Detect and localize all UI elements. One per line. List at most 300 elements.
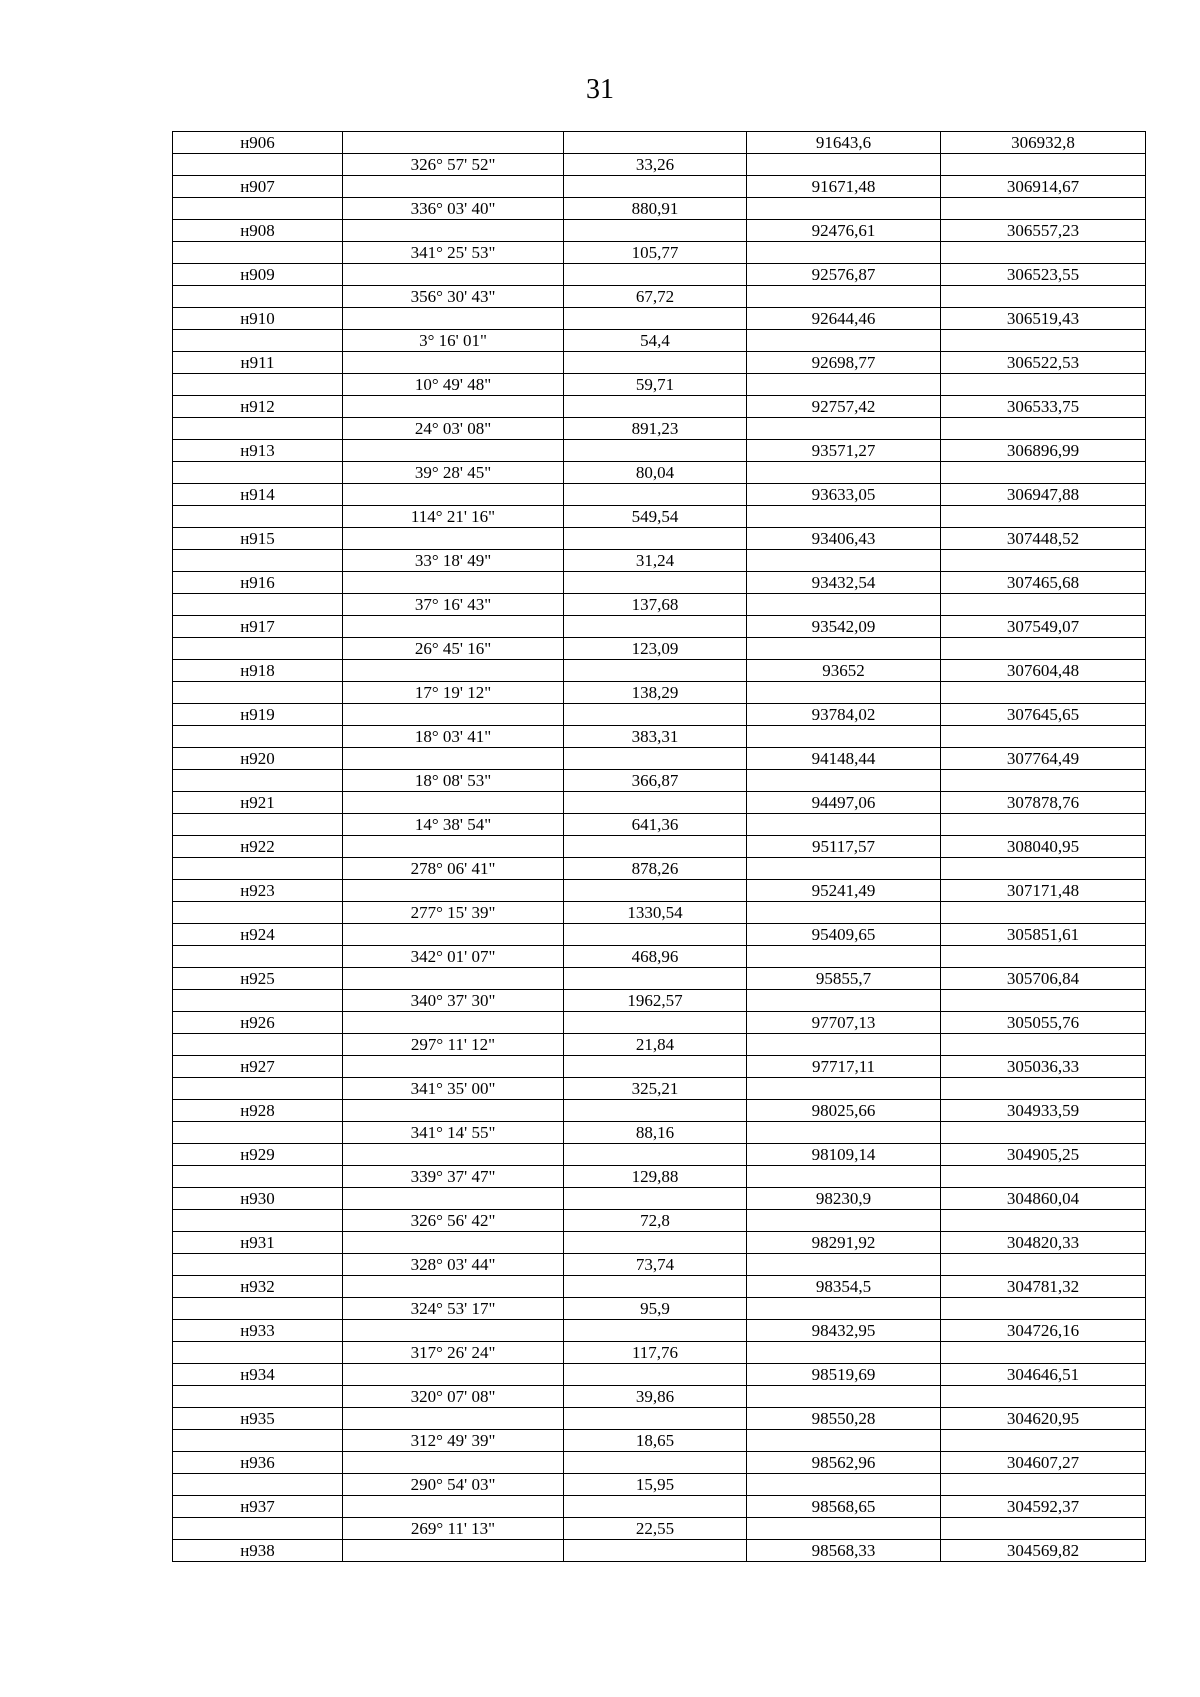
bearing-cell: 336° 03' 40" xyxy=(343,198,564,220)
y-coordinate-cell: 307878,76 xyxy=(941,792,1146,814)
table-row xyxy=(173,1386,1146,1408)
table-row xyxy=(173,1210,1146,1232)
y-coordinate-cell: 306533,75 xyxy=(941,396,1146,418)
point-name-cell: н914 xyxy=(173,484,343,506)
y-coordinate-cell xyxy=(941,550,1146,572)
table-row xyxy=(173,1408,1146,1430)
distance-cell xyxy=(564,792,747,814)
bearing-cell xyxy=(343,1364,564,1386)
bearing-cell xyxy=(343,132,564,154)
distance-cell: 39,86 xyxy=(564,1386,747,1408)
bearing-cell xyxy=(343,792,564,814)
x-coordinate-cell: 98354,5 xyxy=(747,1276,941,1298)
bearing-cell xyxy=(343,176,564,198)
y-coordinate-cell xyxy=(941,858,1146,880)
y-coordinate-cell xyxy=(941,374,1146,396)
x-coordinate-cell xyxy=(747,1166,941,1188)
bearing-cell: 340° 37' 30" xyxy=(343,990,564,1012)
y-coordinate-cell xyxy=(941,286,1146,308)
y-coordinate-cell xyxy=(941,946,1146,968)
x-coordinate-cell: 94148,44 xyxy=(747,748,941,770)
table-row xyxy=(173,484,1146,506)
bearing-cell: 317° 26' 24" xyxy=(343,1342,564,1364)
x-coordinate-cell xyxy=(747,1518,941,1540)
x-coordinate-cell: 98519,69 xyxy=(747,1364,941,1386)
distance-cell xyxy=(564,220,747,242)
y-coordinate-cell: 304569,82 xyxy=(941,1540,1146,1562)
x-coordinate-cell xyxy=(747,1122,941,1144)
table-row xyxy=(173,1496,1146,1518)
table-row xyxy=(173,1078,1146,1100)
distance-cell xyxy=(564,572,747,594)
point-name-cell xyxy=(173,1078,343,1100)
y-coordinate-cell xyxy=(941,1122,1146,1144)
point-name-cell xyxy=(173,1298,343,1320)
distance-cell: 1962,57 xyxy=(564,990,747,1012)
x-coordinate-cell: 92757,42 xyxy=(747,396,941,418)
table-row xyxy=(173,506,1146,528)
table-body xyxy=(173,132,1146,1562)
distance-cell xyxy=(564,484,747,506)
y-coordinate-cell xyxy=(941,1386,1146,1408)
bearing-cell xyxy=(343,264,564,286)
bearing-cell: 341° 35' 00" xyxy=(343,1078,564,1100)
point-name-cell: н907 xyxy=(173,176,343,198)
bearing-cell xyxy=(343,308,564,330)
point-name-cell: н915 xyxy=(173,528,343,550)
y-coordinate-cell xyxy=(941,1078,1146,1100)
bearing-cell: 342° 01' 07" xyxy=(343,946,564,968)
y-coordinate-cell xyxy=(941,1034,1146,1056)
distance-cell: 67,72 xyxy=(564,286,747,308)
point-name-cell: н934 xyxy=(173,1364,343,1386)
x-coordinate-cell: 94497,06 xyxy=(747,792,941,814)
x-coordinate-cell: 95409,65 xyxy=(747,924,941,946)
bearing-cell xyxy=(343,1452,564,1474)
table-row xyxy=(173,242,1146,264)
bearing-cell: 290° 54' 03" xyxy=(343,1474,564,1496)
x-coordinate-cell xyxy=(747,990,941,1012)
x-coordinate-cell: 98562,96 xyxy=(747,1452,941,1474)
x-coordinate-cell xyxy=(747,682,941,704)
distance-cell xyxy=(564,1540,747,1562)
y-coordinate-cell xyxy=(941,1166,1146,1188)
point-name-cell xyxy=(173,946,343,968)
bearing-cell: 269° 11' 13" xyxy=(343,1518,564,1540)
x-coordinate-cell: 98550,28 xyxy=(747,1408,941,1430)
table-row xyxy=(173,352,1146,374)
bearing-cell: 356° 30' 43" xyxy=(343,286,564,308)
bearing-cell xyxy=(343,1100,564,1122)
bearing-cell: 341° 25' 53" xyxy=(343,242,564,264)
table-row xyxy=(173,176,1146,198)
point-name-cell: н909 xyxy=(173,264,343,286)
distance-cell: 383,31 xyxy=(564,726,747,748)
point-name-cell: н933 xyxy=(173,1320,343,1342)
y-coordinate-cell xyxy=(941,1254,1146,1276)
x-coordinate-cell: 98109,14 xyxy=(747,1144,941,1166)
x-coordinate-cell: 95241,49 xyxy=(747,880,941,902)
table-row xyxy=(173,1144,1146,1166)
distance-cell xyxy=(564,132,747,154)
distance-cell xyxy=(564,1496,747,1518)
x-coordinate-cell: 93652 xyxy=(747,660,941,682)
distance-cell: 123,09 xyxy=(564,638,747,660)
x-coordinate-cell: 93432,54 xyxy=(747,572,941,594)
distance-cell: 325,21 xyxy=(564,1078,747,1100)
y-coordinate-cell xyxy=(941,1518,1146,1540)
distance-cell: 95,9 xyxy=(564,1298,747,1320)
x-coordinate-cell: 92576,87 xyxy=(747,264,941,286)
x-coordinate-cell xyxy=(747,1430,941,1452)
x-coordinate-cell: 97707,13 xyxy=(747,1012,941,1034)
x-coordinate-cell xyxy=(747,594,941,616)
point-name-cell: н927 xyxy=(173,1056,343,1078)
bearing-cell xyxy=(343,1144,564,1166)
y-coordinate-cell: 304607,27 xyxy=(941,1452,1146,1474)
table-row xyxy=(173,1364,1146,1386)
y-coordinate-cell: 307764,49 xyxy=(941,748,1146,770)
bearing-cell: 320° 07' 08" xyxy=(343,1386,564,1408)
y-coordinate-cell: 307549,07 xyxy=(941,616,1146,638)
x-coordinate-cell xyxy=(747,858,941,880)
table-row xyxy=(173,572,1146,594)
point-name-cell xyxy=(173,1430,343,1452)
table-row xyxy=(173,1254,1146,1276)
x-coordinate-cell xyxy=(747,1342,941,1364)
table-row xyxy=(173,330,1146,352)
bearing-cell xyxy=(343,1056,564,1078)
y-coordinate-cell xyxy=(941,682,1146,704)
y-coordinate-cell xyxy=(941,1210,1146,1232)
table-row xyxy=(173,792,1146,814)
point-name-cell xyxy=(173,330,343,352)
distance-cell xyxy=(564,1188,747,1210)
distance-cell xyxy=(564,748,747,770)
y-coordinate-cell: 306932,8 xyxy=(941,132,1146,154)
point-name-cell: н920 xyxy=(173,748,343,770)
distance-cell: 129,88 xyxy=(564,1166,747,1188)
point-name-cell: н926 xyxy=(173,1012,343,1034)
x-coordinate-cell: 92698,77 xyxy=(747,352,941,374)
bearing-cell xyxy=(343,924,564,946)
x-coordinate-cell: 93633,05 xyxy=(747,484,941,506)
table-row xyxy=(173,858,1146,880)
point-name-cell xyxy=(173,990,343,1012)
distance-cell xyxy=(564,308,747,330)
point-name-cell: н921 xyxy=(173,792,343,814)
point-name-cell xyxy=(173,1518,343,1540)
y-coordinate-cell xyxy=(941,902,1146,924)
bearing-cell xyxy=(343,1540,564,1562)
table-row xyxy=(173,1452,1146,1474)
x-coordinate-cell xyxy=(747,198,941,220)
y-coordinate-cell xyxy=(941,462,1146,484)
bearing-cell: 312° 49' 39" xyxy=(343,1430,564,1452)
page-number: 31 xyxy=(586,74,614,105)
y-coordinate-cell: 304905,25 xyxy=(941,1144,1146,1166)
table-row xyxy=(173,1474,1146,1496)
x-coordinate-cell xyxy=(747,154,941,176)
y-coordinate-cell: 304592,37 xyxy=(941,1496,1146,1518)
distance-cell xyxy=(564,1320,747,1342)
distance-cell: 137,68 xyxy=(564,594,747,616)
table-row xyxy=(173,308,1146,330)
point-name-cell: н916 xyxy=(173,572,343,594)
distance-cell xyxy=(564,396,747,418)
x-coordinate-cell xyxy=(747,330,941,352)
y-coordinate-cell xyxy=(941,198,1146,220)
bearing-cell xyxy=(343,1496,564,1518)
bearing-cell: 328° 03' 44" xyxy=(343,1254,564,1276)
x-coordinate-cell: 97717,11 xyxy=(747,1056,941,1078)
point-name-cell: н932 xyxy=(173,1276,343,1298)
point-name-cell xyxy=(173,242,343,264)
bearing-cell xyxy=(343,528,564,550)
distance-cell: 88,16 xyxy=(564,1122,747,1144)
table-row xyxy=(173,286,1146,308)
distance-cell: 22,55 xyxy=(564,1518,747,1540)
y-coordinate-cell xyxy=(941,1342,1146,1364)
table-row xyxy=(173,1342,1146,1364)
distance-cell xyxy=(564,704,747,726)
y-coordinate-cell: 305706,84 xyxy=(941,968,1146,990)
distance-cell: 880,91 xyxy=(564,198,747,220)
y-coordinate-cell: 306947,88 xyxy=(941,484,1146,506)
distance-cell: 31,24 xyxy=(564,550,747,572)
bearing-cell: 114° 21' 16" xyxy=(343,506,564,528)
bearing-cell: 33° 18' 49" xyxy=(343,550,564,572)
distance-cell xyxy=(564,176,747,198)
distance-cell: 549,54 xyxy=(564,506,747,528)
y-coordinate-cell: 308040,95 xyxy=(941,836,1146,858)
x-coordinate-cell: 93784,02 xyxy=(747,704,941,726)
table-row xyxy=(173,902,1146,924)
x-coordinate-cell xyxy=(747,638,941,660)
bearing-cell xyxy=(343,352,564,374)
x-coordinate-cell: 98025,66 xyxy=(747,1100,941,1122)
table-row xyxy=(173,748,1146,770)
y-coordinate-cell: 306523,55 xyxy=(941,264,1146,286)
x-coordinate-cell: 92476,61 xyxy=(747,220,941,242)
x-coordinate-cell xyxy=(747,374,941,396)
table-row xyxy=(173,1166,1146,1188)
bearing-cell: 26° 45' 16" xyxy=(343,638,564,660)
point-name-cell: н919 xyxy=(173,704,343,726)
y-coordinate-cell: 306896,99 xyxy=(941,440,1146,462)
table-row xyxy=(173,198,1146,220)
y-coordinate-cell xyxy=(941,638,1146,660)
point-name-cell xyxy=(173,1386,343,1408)
distance-cell xyxy=(564,440,747,462)
distance-cell xyxy=(564,880,747,902)
point-name-cell: н912 xyxy=(173,396,343,418)
y-coordinate-cell: 306519,43 xyxy=(941,308,1146,330)
point-name-cell xyxy=(173,770,343,792)
distance-cell: 1330,54 xyxy=(564,902,747,924)
point-name-cell xyxy=(173,286,343,308)
bearing-cell: 39° 28' 45" xyxy=(343,462,564,484)
y-coordinate-cell: 307604,48 xyxy=(941,660,1146,682)
table-row xyxy=(173,880,1146,902)
point-name-cell xyxy=(173,506,343,528)
table-row xyxy=(173,1540,1146,1562)
bearing-cell: 24° 03' 08" xyxy=(343,418,564,440)
bearing-cell: 18° 03' 41" xyxy=(343,726,564,748)
distance-cell xyxy=(564,528,747,550)
x-coordinate-cell: 91643,6 xyxy=(747,132,941,154)
table-row xyxy=(173,220,1146,242)
y-coordinate-cell: 305851,61 xyxy=(941,924,1146,946)
bearing-cell: 37° 16' 43" xyxy=(343,594,564,616)
distance-cell: 18,65 xyxy=(564,1430,747,1452)
table-row xyxy=(173,418,1146,440)
table-row xyxy=(173,1320,1146,1342)
x-coordinate-cell: 93542,09 xyxy=(747,616,941,638)
distance-cell: 80,04 xyxy=(564,462,747,484)
distance-cell xyxy=(564,352,747,374)
coordinates-table xyxy=(172,131,1146,1562)
point-name-cell xyxy=(173,1342,343,1364)
x-coordinate-cell: 95855,7 xyxy=(747,968,941,990)
y-coordinate-cell xyxy=(941,594,1146,616)
distance-cell: 641,36 xyxy=(564,814,747,836)
point-name-cell xyxy=(173,1166,343,1188)
table-row xyxy=(173,1034,1146,1056)
table-row xyxy=(173,968,1146,990)
table-row xyxy=(173,1122,1146,1144)
y-coordinate-cell xyxy=(941,1474,1146,1496)
table-row xyxy=(173,1012,1146,1034)
point-name-cell xyxy=(173,550,343,572)
table-row xyxy=(173,1188,1146,1210)
y-coordinate-cell: 304933,59 xyxy=(941,1100,1146,1122)
x-coordinate-cell xyxy=(747,902,941,924)
bearing-cell xyxy=(343,572,564,594)
distance-cell: 117,76 xyxy=(564,1342,747,1364)
table-row xyxy=(173,616,1146,638)
bearing-cell: 324° 53' 17" xyxy=(343,1298,564,1320)
distance-cell xyxy=(564,836,747,858)
bearing-cell xyxy=(343,880,564,902)
point-name-cell xyxy=(173,814,343,836)
x-coordinate-cell xyxy=(747,1474,941,1496)
point-name-cell: н910 xyxy=(173,308,343,330)
y-coordinate-cell xyxy=(941,726,1146,748)
point-name-cell: н930 xyxy=(173,1188,343,1210)
x-coordinate-cell xyxy=(747,1034,941,1056)
y-coordinate-cell: 305055,76 xyxy=(941,1012,1146,1034)
table-row xyxy=(173,836,1146,858)
bearing-cell: 3° 16' 01" xyxy=(343,330,564,352)
distance-cell xyxy=(564,264,747,286)
table-row xyxy=(173,550,1146,572)
bearing-cell xyxy=(343,1188,564,1210)
distance-cell: 366,87 xyxy=(564,770,747,792)
table-row xyxy=(173,726,1146,748)
distance-cell: 72,8 xyxy=(564,1210,747,1232)
bearing-cell: 17° 19' 12" xyxy=(343,682,564,704)
y-coordinate-cell xyxy=(941,1430,1146,1452)
point-name-cell xyxy=(173,1254,343,1276)
bearing-cell: 14° 38' 54" xyxy=(343,814,564,836)
distance-cell xyxy=(564,1012,747,1034)
x-coordinate-cell xyxy=(747,770,941,792)
y-coordinate-cell: 307171,48 xyxy=(941,880,1146,902)
point-name-cell xyxy=(173,1122,343,1144)
bearing-cell: 339° 37' 47" xyxy=(343,1166,564,1188)
x-coordinate-cell xyxy=(747,506,941,528)
point-name-cell xyxy=(173,638,343,660)
point-name-cell: н937 xyxy=(173,1496,343,1518)
y-coordinate-cell: 305036,33 xyxy=(941,1056,1146,1078)
y-coordinate-cell xyxy=(941,242,1146,264)
x-coordinate-cell: 98432,95 xyxy=(747,1320,941,1342)
point-name-cell xyxy=(173,198,343,220)
bearing-cell xyxy=(343,836,564,858)
bearing-cell xyxy=(343,1276,564,1298)
x-coordinate-cell: 95117,57 xyxy=(747,836,941,858)
x-coordinate-cell: 91671,48 xyxy=(747,176,941,198)
distance-cell xyxy=(564,616,747,638)
distance-cell xyxy=(564,1364,747,1386)
distance-cell: 138,29 xyxy=(564,682,747,704)
table-row xyxy=(173,154,1146,176)
point-name-cell: н922 xyxy=(173,836,343,858)
distance-cell xyxy=(564,924,747,946)
bearing-cell: 341° 14' 55" xyxy=(343,1122,564,1144)
distance-cell xyxy=(564,1232,747,1254)
x-coordinate-cell xyxy=(747,946,941,968)
y-coordinate-cell: 307645,65 xyxy=(941,704,1146,726)
bearing-cell: 326° 56' 42" xyxy=(343,1210,564,1232)
point-name-cell: н938 xyxy=(173,1540,343,1562)
point-name-cell: н911 xyxy=(173,352,343,374)
y-coordinate-cell xyxy=(941,154,1146,176)
bearing-cell xyxy=(343,1232,564,1254)
point-name-cell: н929 xyxy=(173,1144,343,1166)
y-coordinate-cell xyxy=(941,506,1146,528)
distance-cell: 105,77 xyxy=(564,242,747,264)
distance-cell xyxy=(564,1452,747,1474)
table-row xyxy=(173,770,1146,792)
distance-cell xyxy=(564,1056,747,1078)
x-coordinate-cell xyxy=(747,726,941,748)
x-coordinate-cell xyxy=(747,242,941,264)
distance-cell xyxy=(564,660,747,682)
table-row xyxy=(173,528,1146,550)
x-coordinate-cell: 98291,92 xyxy=(747,1232,941,1254)
table-row xyxy=(173,594,1146,616)
y-coordinate-cell: 304820,33 xyxy=(941,1232,1146,1254)
x-coordinate-cell: 98568,33 xyxy=(747,1540,941,1562)
table-row xyxy=(173,374,1146,396)
table-row xyxy=(173,1298,1146,1320)
bearing-cell xyxy=(343,1012,564,1034)
y-coordinate-cell xyxy=(941,814,1146,836)
y-coordinate-cell: 304726,16 xyxy=(941,1320,1146,1342)
point-name-cell: н924 xyxy=(173,924,343,946)
point-name-cell xyxy=(173,1474,343,1496)
point-name-cell: н935 xyxy=(173,1408,343,1430)
x-coordinate-cell xyxy=(747,1210,941,1232)
y-coordinate-cell: 306522,53 xyxy=(941,352,1146,374)
point-name-cell xyxy=(173,858,343,880)
x-coordinate-cell xyxy=(747,286,941,308)
bearing-cell xyxy=(343,440,564,462)
point-name-cell: н925 xyxy=(173,968,343,990)
point-name-cell xyxy=(173,462,343,484)
